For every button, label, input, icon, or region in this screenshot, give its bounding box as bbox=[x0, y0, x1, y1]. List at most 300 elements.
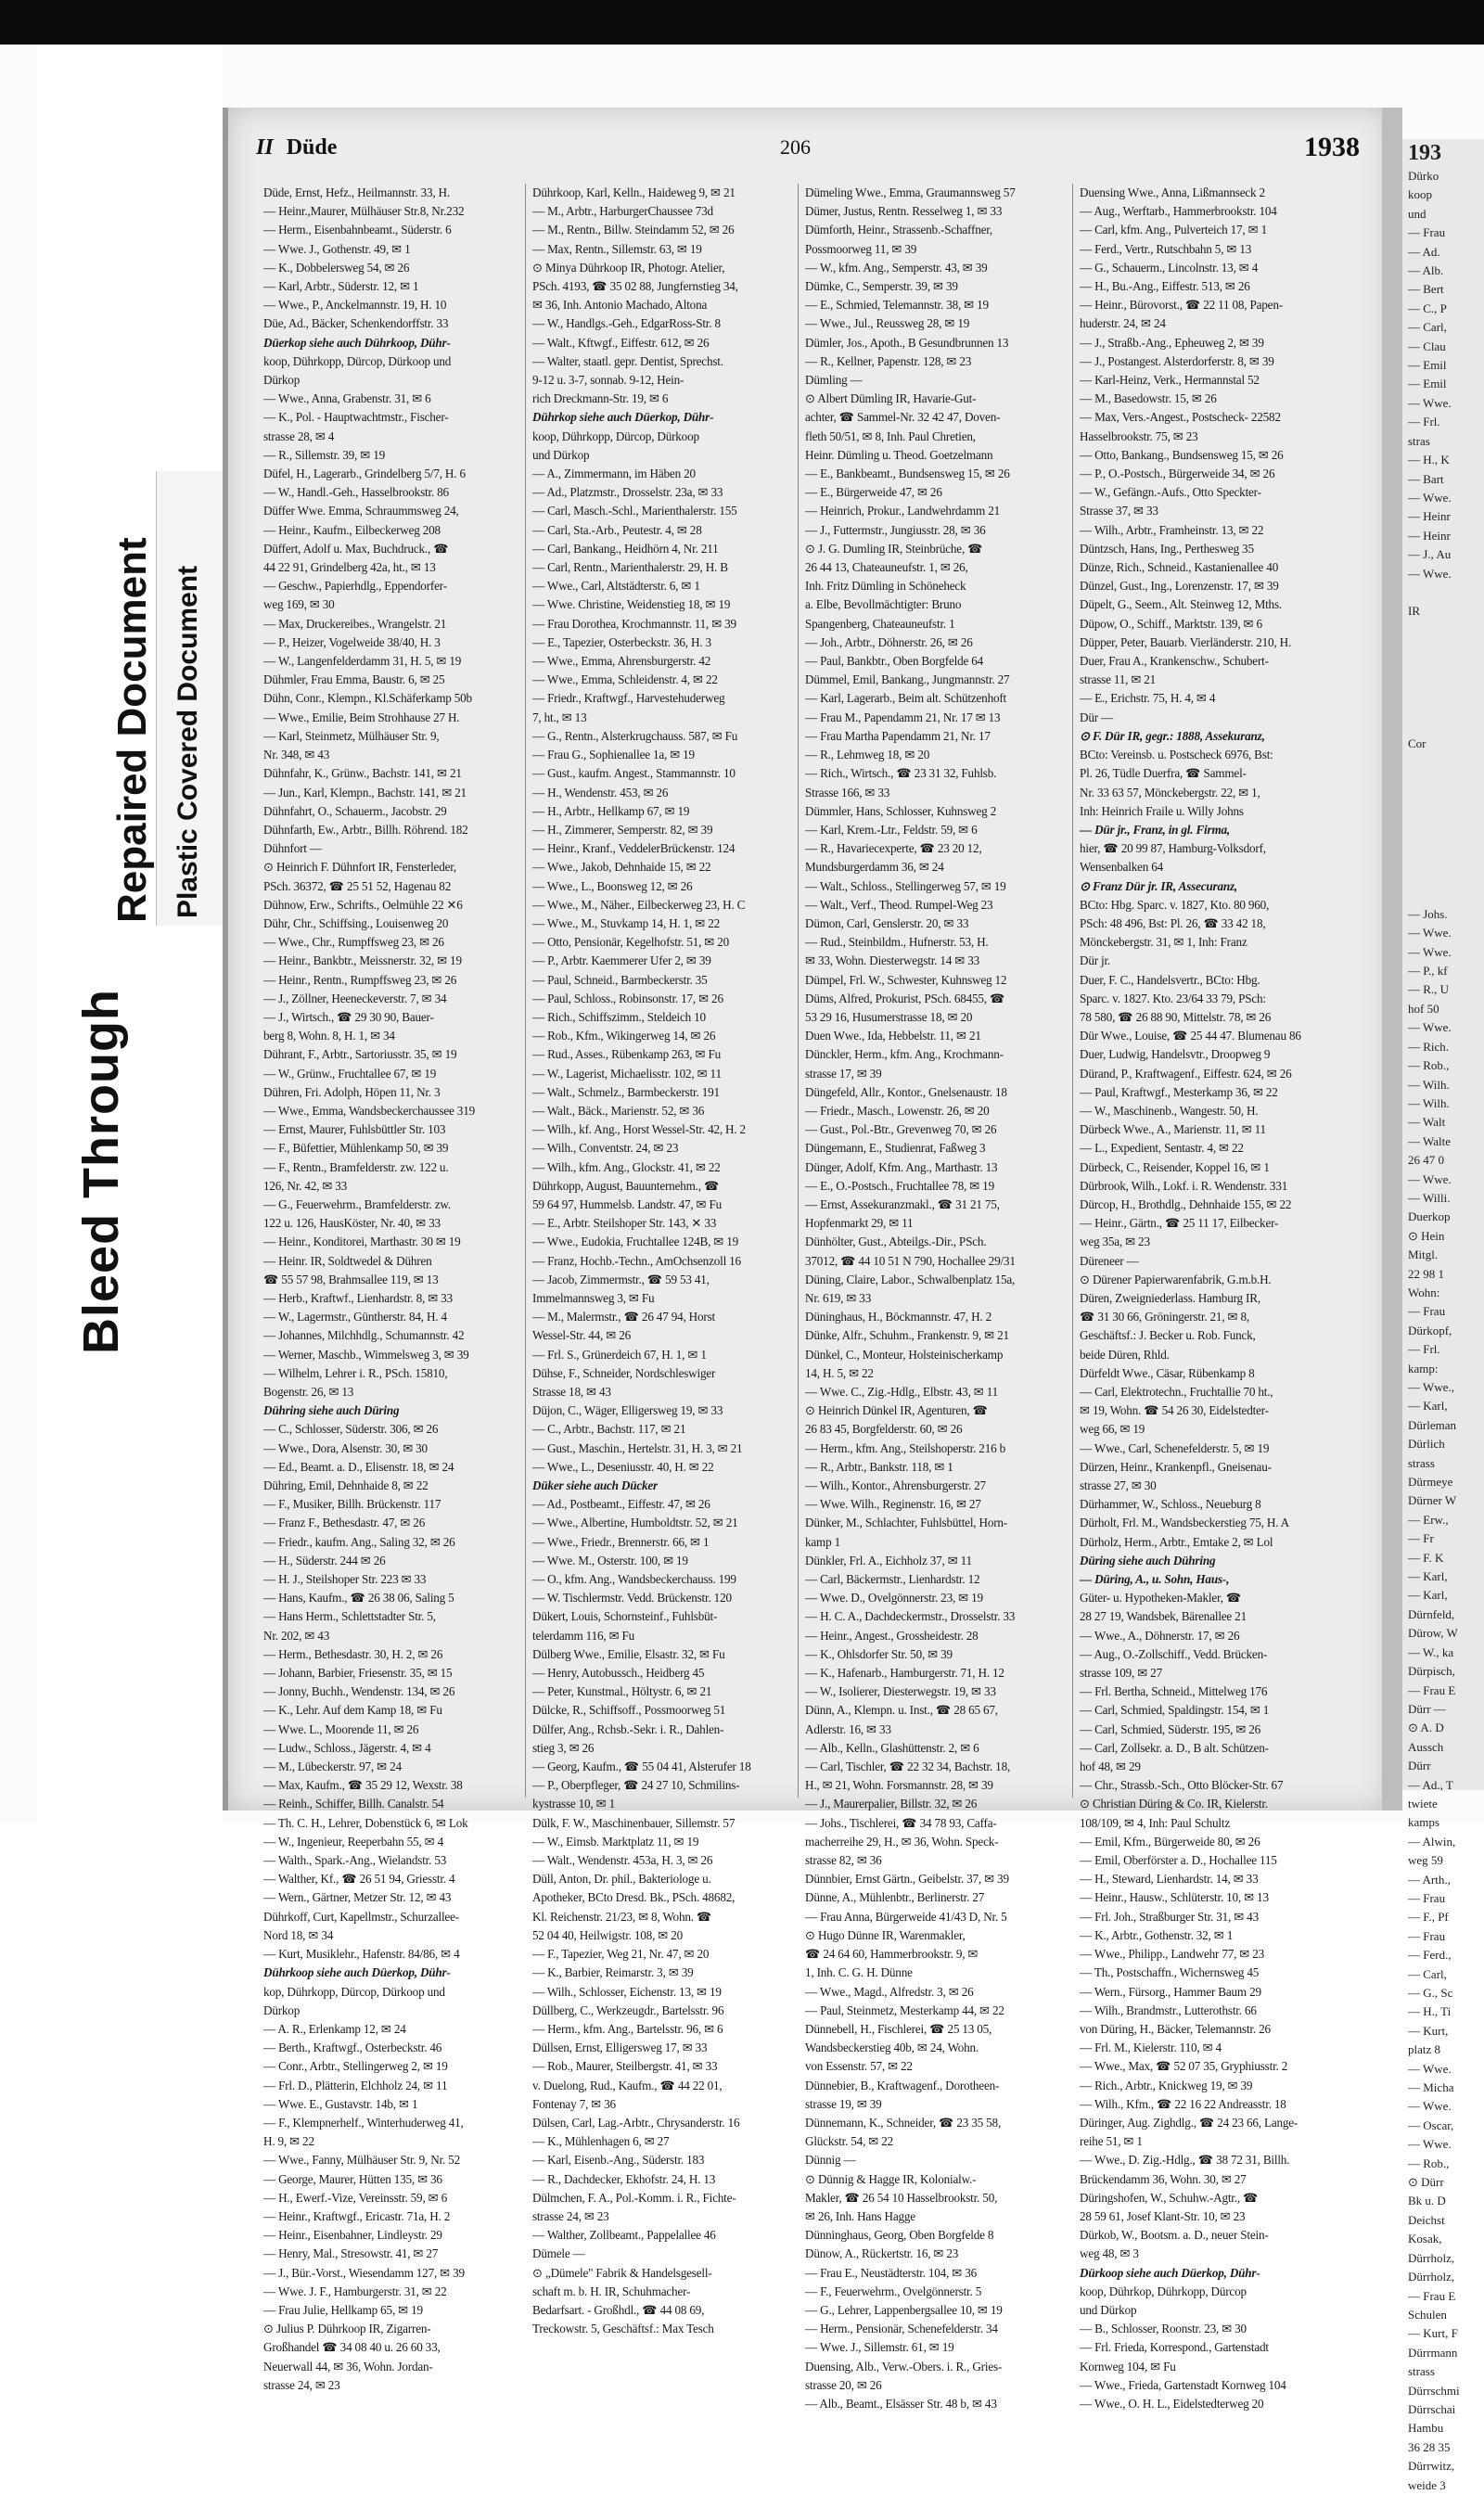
directory-entry: Dühse, F., Schneider, Nordschleswiger bbox=[532, 1365, 716, 1380]
directory-entry: — Rud., Asses., Rübenkamp 263, ✉ Fu bbox=[532, 1047, 721, 1062]
directory-entry: — Carl, Elektrotechn., Fruchtallie 70 ht., bbox=[1080, 1385, 1273, 1399]
directory-entry: Dümpel, Frl. W., Schwester, Kuhnsweg 12 bbox=[805, 972, 1007, 987]
directory-entry: — Wwe., Friedr., Brennerstr. 66, ✉ 1 bbox=[532, 1534, 710, 1549]
directory-entry: — H., Steward, Lienhardstr. 14, ✉ 33 bbox=[1080, 1872, 1259, 1887]
directory-entry: — F., Klempnerhelf., Winterhuderweg 41, bbox=[263, 2115, 464, 2130]
directory-entry: — Max, Rentn., Sillemstr. 63, ✉ 19 bbox=[532, 241, 702, 256]
directory-entry: Düngefeld, Allr., Kontor., Gnelsenaustr. 18 bbox=[805, 1084, 1007, 1099]
next-page-edge bbox=[1402, 139, 1484, 2492]
directory-entry: Nord 18, ✉ 34 bbox=[263, 1927, 334, 1942]
directory-entry: 37012, ☎ 44 10 51 N 790, Hochallee 29/31 bbox=[805, 1253, 1016, 1268]
directory-entry: Wensenbalken 64 bbox=[1080, 860, 1164, 875]
directory-entry: — K., Mühlenhagen 6, ✉ 27 bbox=[532, 2134, 670, 2149]
directory-entry: und Dürkop bbox=[1080, 2302, 1137, 2317]
next-page-fragment: Duerkop bbox=[1408, 1209, 1451, 1224]
directory-entry: Dünker, M., Schlachter, Fuhlsbüttel, Horn- bbox=[805, 1516, 1007, 1530]
directory-entry: — Paul, Steinmetz, Mesterkamp 44, ✉ 22 bbox=[805, 2002, 1004, 2017]
next-page-fragment: — Frau E bbox=[1408, 1683, 1456, 1697]
next-page-fragment: ⊙ Hein bbox=[1408, 1228, 1445, 1243]
directory-entry: — W., Lagerist, Michaelisstr. 102, ✉ 11 bbox=[532, 1066, 722, 1081]
directory-entry: Düffert, Adolf u. Max, Buchdruck., ☎ bbox=[263, 541, 449, 556]
next-page-fragment: — Frl. bbox=[1408, 1342, 1440, 1357]
directory-entry: — Max, Kaufm., ☎ 35 29 12, Wexstr. 38 bbox=[263, 1778, 463, 1793]
directory-entry: — Wwe., Frieda, Gartenstadt Kornweg 104 bbox=[1080, 2377, 1286, 2392]
next-page-fragment: — G., Sc bbox=[1408, 1986, 1453, 2000]
directory-entry: — H., Zimmerer, Semperstr. 82, ✉ 39 bbox=[532, 822, 713, 837]
directory-entry: — Walt., Wendenstr. 453a, H. 3, ✉ 26 bbox=[532, 1853, 713, 1868]
directory-entry: — Wwe., Carl, Schenefelderstr. 5, ✉ 19 bbox=[1080, 1440, 1270, 1455]
directory-entry: Dürhammer, W., Schloss., Neueburg 8 bbox=[1080, 1497, 1261, 1512]
directory-entry: — Carl, Rentn., Marienthalerstr. 29, H. B bbox=[532, 560, 728, 575]
directory-entry: Dührkoff, Curt, Kapellmstr., Schurzallee- bbox=[263, 1909, 459, 1924]
directory-entry: — Wwe., Jakob, Dehnhaide 15, ✉ 22 bbox=[532, 860, 711, 875]
directory-entry: — K., Ohlsdorfer Str. 50, ✉ 39 bbox=[805, 1646, 953, 1661]
directory-entry: — W., Lagermstr., Güntherstr. 84, H. 4 bbox=[263, 1310, 447, 1324]
directory-entry: — Karl, Lagerarb., Beim alt. Schützenhoft bbox=[805, 691, 1007, 706]
header-word: Düde bbox=[286, 135, 338, 160]
directory-entry: — Karl, Eisenb.-Ang., Süderstr. 183 bbox=[532, 2153, 705, 2168]
directory-entry: — Wwe. Wilh., Reginenstr. 16, ✉ 27 bbox=[805, 1497, 981, 1512]
next-page-fragment: Bk u. D bbox=[1408, 2194, 1446, 2208]
directory-entry: — Ludw., Schloss., Jägerstr. 4, ✉ 4 bbox=[263, 1740, 431, 1755]
column-4 bbox=[1080, 184, 1330, 2411]
directory-entry: ✉ 36, Inh. Antonio Machado, Altona bbox=[532, 298, 708, 313]
directory-entry: 1, Inh. C. G. H. Dünne bbox=[805, 1965, 913, 1980]
directory-entry: — M., Malermstr., ☎ 26 47 94, Horst bbox=[532, 1310, 715, 1324]
directory-entry: hier, ☎ 20 99 87, Hamburg-Volksdorf, bbox=[1080, 841, 1266, 856]
directory-entry: Dülfer, Ang., Rchsb.-Sekr. i. R., Dahlen- bbox=[532, 1721, 724, 1736]
next-page-fragment: — Wwe. bbox=[1408, 1171, 1452, 1186]
directory-entry: — Heinr., Kranf., VeddelerBrückenstr. 124 bbox=[532, 841, 736, 856]
directory-entry: — Jonny, Buchh., Wendenstr. 134, ✉ 26 bbox=[263, 1684, 455, 1699]
directory-entry: — Berth., Kraftwgf., Osterbeckstr. 46 bbox=[263, 2041, 442, 2055]
next-page-fragment: — Bert bbox=[1408, 282, 1444, 297]
directory-entry: — Herm., kfm. Ang., Bartelsstr. 96, ✉ 6 bbox=[532, 2021, 723, 2036]
directory-entry: — Wwe. J. F., Hamburgerstr. 31, ✉ 22 bbox=[263, 2284, 447, 2298]
directory-entry: BCto: Vereinsb. u. Postscheck 6976, Bst: bbox=[1080, 748, 1273, 762]
directory-entry: — Karl, Steinmetz, Mülhäuser Str. 9, bbox=[263, 728, 440, 743]
directory-entry: — Peter, Kunstmal., Höltystr. 6, ✉ 21 bbox=[532, 1684, 712, 1699]
directory-entry: — Carl, Tischler, ☎ 22 32 34, Bachstr. 18, bbox=[805, 1759, 1011, 1774]
directory-entry: strasse 19, ✉ 39 bbox=[805, 2096, 882, 2111]
directory-entry: — Wilh., Kfm., ☎ 22 16 22 Andreasstr. 18 bbox=[1080, 2096, 1286, 2111]
column-rule bbox=[798, 184, 799, 1798]
directory-entry: — Wwe., Chr., Rumpffsweg 23, ✉ 26 bbox=[263, 935, 444, 950]
next-page-fragment: — Ferd., bbox=[1408, 1948, 1452, 1963]
directory-entry: — E., Erichstr. 75, H. 4, ✉ 4 bbox=[1080, 691, 1216, 706]
directory-entry: Dünger, Adolf, Kfm. Ang., Marthastr. 13 bbox=[805, 1159, 998, 1174]
directory-entry: ⊙ „Dümele" Fabrik & Handelsgesell- bbox=[532, 2265, 712, 2280]
directory-entry: — O., kfm. Ang., Wandsbeckerchauss. 199 bbox=[532, 1572, 736, 1587]
directory-entry: — Aug., O.-Zollschiff., Vedd. Brücken- bbox=[1080, 1646, 1268, 1661]
directory-entry: stieg 3, ✉ 26 bbox=[532, 1740, 595, 1755]
directory-entry: — Rud., Steinbildm., Hufnerstr. 53, H. bbox=[805, 935, 989, 950]
directory-entry: — Wwe., Anna, Grabenstr. 31, ✉ 6 bbox=[263, 391, 431, 406]
directory-entry: Düjon, C., Wäger, Elligersweg 19, ✉ 33 bbox=[532, 1403, 723, 1418]
directory-entry: — Frau M., Papendamm 21, Nr. 17 ✉ 13 bbox=[805, 710, 1001, 724]
directory-entry: Düren, Zweigniederlass. Hamburg IR, bbox=[1080, 1290, 1260, 1305]
next-page-fragment: — Willi. bbox=[1408, 1190, 1451, 1205]
directory-entry: — W., Handl.-Geh., Hasselbrookstr. 86 bbox=[263, 485, 449, 500]
next-page-fragment: Dürko bbox=[1408, 169, 1439, 183]
directory-entry: Makler, ☎ 26 54 10 Hasselbrookstr. 50, bbox=[805, 2190, 998, 2205]
directory-entry: Düe, Ad., Bäcker, Schenkendorffstr. 33 bbox=[263, 316, 449, 331]
directory-entry: Dümmler, Hans, Schlosser, Kuhnsweg 2 bbox=[805, 803, 997, 818]
next-page-fragment: Dürnfeld, bbox=[1408, 1606, 1455, 1621]
next-page-fragment bbox=[1402, 716, 1484, 735]
directory-entry: Dülmchen, F. A., Pol.-Komm. i. R., Fichte- bbox=[532, 2190, 736, 2205]
next-page-fragment: — Carl, bbox=[1408, 1966, 1447, 1981]
directory-entry: ⊙ Heinrich Dünkel IR, Agenturen, ☎ bbox=[805, 1403, 988, 1418]
directory-entry: strasse 109, ✉ 27 bbox=[1080, 1666, 1162, 1681]
directory-entry: ⊙ Minya Dührkoop IR, Photogr. Atelier, bbox=[532, 260, 725, 275]
directory-entry: BCto: Hbg. Sparc. v. 1827, Kto. 80 960, bbox=[1080, 897, 1270, 912]
directory-entry: Düpow, O., Schiff., Marktstr. 139, ✉ 6 bbox=[1080, 616, 1262, 631]
directory-entry: telerdamm 116, ✉ Fu bbox=[532, 1628, 635, 1643]
directory-entry: Duensing Wwe., Anna, Lißmannseck 2 bbox=[1080, 186, 1265, 199]
directory-entry: ⊙ Christian Düring & Co. IR, Kielerstr. bbox=[1080, 1797, 1268, 1811]
directory-entry: — Herm., kfm. Ang., Steilshoperstr. 216 b bbox=[805, 1440, 1005, 1455]
next-page-fragment: platz 8 bbox=[1408, 2042, 1441, 2057]
directory-entry: von Essenstr. 57, ✉ 22 bbox=[805, 2059, 913, 2074]
directory-entry: H. 9, ✉ 22 bbox=[263, 2134, 314, 2149]
directory-entry: — W., Grünw., Fruchtallee 67, ✉ 19 bbox=[263, 1066, 437, 1081]
directory-entry: — Frl. Joh., Straßburger Str. 31, ✉ 43 bbox=[1080, 1909, 1259, 1924]
directory-entry: — Paul, Schneid., Barmbeckerstr. 35 bbox=[532, 972, 708, 987]
directory-entry: Sparc. v. 1827. Kto. 23/64 33 79, PSch: bbox=[1080, 991, 1266, 1005]
directory-entry: Duensing, Alb., Verw.-Obers. i. R., Gries- bbox=[805, 2359, 1003, 2373]
directory-entry: — Heinr., Bankbtr., Meissnerstr. 32, ✉ 19 bbox=[263, 953, 462, 968]
directory-entry: schaft m. b. H. IR, Schuhmacher- bbox=[532, 2284, 691, 2298]
directory-entry: — Wwe., Eudokia, Fruchtallee 124B, ✉ 19 bbox=[532, 1235, 739, 1249]
directory-entry: strasse 28, ✉ 4 bbox=[263, 429, 335, 443]
directory-entry: Dünkler, Frl. A., Eichholz 37, ✉ 11 bbox=[805, 1553, 972, 1567]
directory-entry: koop, Dührkopp, Dürcop, Dürkoop und bbox=[263, 353, 452, 368]
directory-entry: — Walther, Kf., ☎ 26 51 94, Griesstr. 4 bbox=[263, 1872, 455, 1887]
next-page-fragment: Dürkopf, bbox=[1408, 1323, 1452, 1337]
directory-entry: — Paul, Schloss., Robinsonstr. 17, ✉ 26 bbox=[532, 991, 723, 1005]
next-page-fragment: — Emil bbox=[1408, 358, 1447, 373]
directory-entry: — Kurt, Musiklehr., Hafenstr. 84/86, ✉ 4 bbox=[263, 1947, 460, 1962]
next-page-fragment: — Heinr bbox=[1408, 528, 1451, 543]
next-page-fragment: — Karl, bbox=[1408, 1588, 1448, 1603]
directory-entry: — Carl, kfm. Ang., Pulverteich 17, ✉ 1 bbox=[1080, 223, 1267, 237]
directory-entry: Dührkoop, Karl, Kelln., Haideweg 9, ✉ 21 bbox=[532, 186, 736, 199]
directory-entry: — Walter, staatl. gepr. Dentist, Sprechst. bbox=[532, 353, 723, 368]
directory-entry: Güter- u. Hypotheken-Makler, ☎ bbox=[1080, 1591, 1242, 1606]
next-page-fragment: — Clau bbox=[1408, 339, 1446, 353]
next-page-fragment bbox=[1402, 811, 1484, 829]
directory-entry: Duer, Frau A., Krankenschw., Schubert- bbox=[1080, 654, 1269, 669]
next-page-fragment: Dürrholz, bbox=[1408, 2270, 1455, 2284]
directory-entry: Dümmel, Emil, Bankang., Jungmannstr. 27 bbox=[805, 672, 1010, 687]
directory-entry: Dünnebier, B., Kraftwagenf., Dorotheen- bbox=[805, 2078, 1000, 2092]
next-page-fragment bbox=[1402, 678, 1484, 697]
directory-entry: — Frau Martha Papendamm 21, Nr. 17 bbox=[805, 728, 991, 743]
directory-entry: — Wwe. E., Gustavstr. 14b, ✉ 1 bbox=[263, 2096, 418, 2111]
directory-entry: Dür — bbox=[1080, 710, 1113, 724]
next-page-fragment: — Rob., bbox=[1408, 1058, 1450, 1073]
directory-entry: — Chr., Strassb.-Sch., Otto Blöcker-Str. 67 bbox=[1080, 1778, 1284, 1793]
directory-entry: Dünckler, Herm., kfm. Ang., Krochmann- bbox=[805, 1047, 1004, 1062]
directory-entry: Dümeling Wwe., Emma, Graumannsweg 57 bbox=[805, 186, 1016, 199]
directory-entry: — W., Ingenieur, Reeperbahn 55, ✉ 4 bbox=[263, 1834, 443, 1849]
directory-entry: — Heinr.,Maurer, Mülhäuser Str.8, Nr.232 bbox=[263, 204, 465, 219]
directory-entry: — B., Schlosser, Roonstr. 23, ✉ 30 bbox=[1080, 2322, 1247, 2336]
directory-entry: — Emil, Oberförster a. D., Hochallee 115 bbox=[1080, 1853, 1277, 1868]
directory-entry: — Rich., Wirtsch., ☎ 23 31 32, Fuhlsb. bbox=[805, 766, 997, 781]
directory-entry: 28 59 61, Josef Klant-Str. 10, ✉ 23 bbox=[1080, 2208, 1246, 2223]
directory-entry: Dühren, Fri. Adolph, Höpen 11, Nr. 3 bbox=[263, 1084, 441, 1099]
directory-entry: PSch: 48 496, Bst: Pl. 26, ☎ 33 42 18, bbox=[1080, 915, 1266, 930]
directory-entry: Dünnemann, K., Schneider, ☎ 23 35 58, bbox=[805, 2115, 1002, 2130]
directory-entry: Dühnfarth, Ew., Arbtr., Billh. Röhrend. 182 bbox=[263, 822, 468, 837]
bleed-through-label: Bleed Through bbox=[73, 989, 129, 1354]
directory-entry: Fontenay 7, ✉ 36 bbox=[532, 2096, 616, 2111]
next-page-fragment: kamp: bbox=[1408, 1361, 1439, 1375]
directory-entry: — M., Rentn., Billw. Steindamm 52, ✉ 26 bbox=[532, 223, 735, 237]
directory-entry: PSch. 4193, ☎ 35 02 88, Jungfernstieg 34, bbox=[532, 279, 738, 294]
next-page-fragment: — Micha bbox=[1408, 2080, 1454, 2095]
directory-entry: hof 48, ✉ 29 bbox=[1080, 1759, 1141, 1774]
directory-entry: — Wwe., Philipp., Landwehr 77, ✉ 23 bbox=[1080, 1947, 1265, 1962]
directory-entry: huderstr. 24, ✉ 24 bbox=[1080, 316, 1166, 331]
next-page-fragment: 36 28 35 bbox=[1408, 2439, 1451, 2454]
directory-entry: Dührkoop siehe auch Düerkop, Dühr- bbox=[263, 1965, 451, 1980]
next-page-fragment bbox=[1402, 849, 1484, 867]
directory-entry: Dünninghaus, Georg, Oben Borgfelde 8 bbox=[805, 2228, 994, 2243]
directory-entry: — Frau Anna, Bürgerweide 41/43 D, Nr. 5 bbox=[805, 1909, 1007, 1924]
column-rule bbox=[1072, 184, 1073, 1798]
directory-entry: ⊙ Heinrich F. Dühnfort IR, Fensterleder, bbox=[263, 860, 457, 875]
next-page-fragment: koop bbox=[1408, 187, 1432, 202]
directory-entry: — Otto, Bankang., Bundsensweg 15, ✉ 26 bbox=[1080, 447, 1284, 462]
next-page-fragment: — Rich. bbox=[1408, 1039, 1450, 1054]
directory-entry: — A., Zimmermann, im Häben 20 bbox=[532, 467, 696, 481]
next-page-fragment: — J., Au bbox=[1408, 547, 1452, 562]
directory-entry: — Frl. D., Plätterin, Elchholz 24, ✉ 11 bbox=[263, 2078, 448, 2092]
directory-entry: — Walt., Kftwgf., Eiffestr. 612, ✉ 26 bbox=[532, 335, 710, 350]
directory-entry: 44 22 91, Grindelberg 42a, ht., ✉ 13 bbox=[263, 560, 436, 575]
directory-entry: Treckowstr. 5, Geschäftsf.: Max Tesch bbox=[532, 2322, 714, 2336]
next-page-fragment: — Bart bbox=[1408, 471, 1444, 486]
directory-page bbox=[223, 108, 1388, 2411]
next-page-fragment bbox=[1402, 886, 1484, 904]
directory-entry: — C., Arbtr., Bachstr. 117, ✉ 21 bbox=[532, 1422, 686, 1437]
repaired-document-label: Repaired Document bbox=[109, 537, 155, 923]
next-page-fragment bbox=[1402, 659, 1484, 678]
directory-entry: — Friedr., Kraftwgf., Harvestehuderweg bbox=[532, 691, 725, 706]
directory-entry: — Dür jr., Franz, in gl. Firma, bbox=[1080, 822, 1230, 837]
next-page-fragment: — Rob., bbox=[1408, 2156, 1450, 2170]
directory-entry: Düms, Alfred, Prokurist, PSch. 68455, ☎ bbox=[805, 991, 1005, 1005]
directory-entry: 26 44 13, Chateauneufstr. 1, ✉ 26, bbox=[805, 560, 968, 575]
next-page-fragment: — Wwe. bbox=[1408, 926, 1452, 940]
directory-entry: Strasse 166, ✉ 33 bbox=[805, 785, 890, 800]
directory-entry: — Paul, Kraftwgf., Mesterkamp 36, ✉ 22 bbox=[1080, 1084, 1278, 1099]
directory-entry: — Carl, Sta.-Arb., Peutestr. 4, ✉ 28 bbox=[532, 522, 702, 537]
directory-entry: — Friedr., Masch., Lowenstr. 26, ✉ 20 bbox=[805, 1103, 990, 1118]
next-page-fragment: 26 47 0 bbox=[1408, 1153, 1444, 1168]
directory-entry: — W., Eimsb. Marktplatz 11, ✉ 19 bbox=[532, 1834, 699, 1849]
directory-entry: 108/109, ✉ 4, Inh: Paul Schultz bbox=[1080, 1815, 1230, 1830]
next-page-fragment: — Emil bbox=[1408, 377, 1447, 391]
next-page-fragment: Schulen bbox=[1408, 2307, 1447, 2322]
directory-entry: strasse 24, ✉ 23 bbox=[532, 2208, 609, 2223]
directory-entry: — Werner, Maschb., Wimmelsweg 3, ✉ 39 bbox=[263, 1347, 469, 1362]
directory-entry: macherreihe 29, H., ✉ 36, Wohn. Speck- bbox=[805, 1834, 999, 1849]
directory-entry: Immelmannsweg 3, ✉ Fu bbox=[532, 1290, 655, 1305]
directory-entry: — Wilh., Kontor., Ahrensburgerstr. 27 bbox=[805, 1478, 986, 1493]
directory-entry: — Walt., Verf., Theod. Rumpel-Weg 23 bbox=[805, 897, 993, 912]
directory-entry: — Heinr., Eisenbahner, Lindleystr. 29 bbox=[263, 2228, 442, 2243]
directory-entry: Dülcke, R., Schiffsoff., Possmoorweg 51 bbox=[532, 1703, 726, 1718]
directory-entry: Spangenberg, Chateauneufstr. 1 bbox=[805, 616, 955, 631]
directory-entry: ⊙ F. Dür IR, gegr.: 1888, Assekuranz, bbox=[1080, 728, 1265, 743]
directory-entry: — Jun., Karl, Klempn., Bachstr. 141, ✉ 21 bbox=[263, 785, 467, 800]
directory-entry: — P., O.-Postsch., Bürgerweide 34, ✉ 26 bbox=[1080, 467, 1275, 481]
left-label-strip bbox=[37, 45, 223, 1823]
next-page-fragment: strass bbox=[1408, 2364, 1435, 2379]
directory-entry: a. Elbe, Bevollmächtigter: Bruno bbox=[805, 597, 962, 612]
directory-entry: — Carl, Zollsekr. a. D., B alt. Schützen- bbox=[1080, 1740, 1269, 1755]
next-page-fragment: — W., ka bbox=[1408, 1644, 1454, 1659]
directory-entry: — H., Bu.-Ang., Eiffestr. 513, ✉ 26 bbox=[1080, 279, 1250, 294]
directory-entry: — W., kfm. Ang., Semperstr. 43, ✉ 39 bbox=[805, 260, 988, 275]
directory-entry: ⊙ Franz Dür jr. IR, Assecuranz, bbox=[1080, 878, 1238, 893]
directory-entry: — Wwe., D. Zig.-Hdlg., ☎ 38 72 31, Billh. bbox=[1080, 2153, 1290, 2168]
next-page-fragment: — Heinr bbox=[1408, 509, 1451, 524]
section-numeral: II bbox=[256, 135, 274, 160]
directory-entry: Dünkel, C., Monteur, Holsteinischerkamp bbox=[805, 1347, 1004, 1362]
directory-entry: — Wwe., P., Anckelmannstr. 19, H. 10 bbox=[263, 298, 447, 313]
directory-entry: Dümele — bbox=[532, 2246, 585, 2261]
directory-entry: PSch. 36372, ☎ 25 51 52, Hagenau 82 bbox=[263, 878, 452, 893]
directory-entry: ⊙ Albert Dümling IR, Havarie-Gut- bbox=[805, 391, 977, 406]
directory-entry: ✉ 33, Wohn. Diesterwegstr. 14 ✉ 33 bbox=[805, 953, 979, 968]
directory-entry: — H., Arbtr., Hellkamp 67, ✉ 19 bbox=[532, 803, 690, 818]
next-page-fragment bbox=[1402, 697, 1484, 715]
next-page-fragment: — Frau E bbox=[1408, 2288, 1456, 2303]
directory-entry: — Heinr., Kaufm., Eilbeckerweg 208 bbox=[263, 522, 441, 537]
directory-entry: — W. Tischlermstr. Vedd. Brückenstr. 120 bbox=[532, 1591, 732, 1606]
directory-entry: — G., Lehrer, Lappenbergsallee 10, ✉ 19 bbox=[805, 2302, 1003, 2317]
next-page-fragment: Dürrschmi bbox=[1408, 2383, 1460, 2398]
directory-entry: Dümling — bbox=[805, 373, 863, 388]
next-page-fragment bbox=[1402, 791, 1484, 810]
directory-entry: ⊙ Julius P. Dührkoop IR, Zigarren- bbox=[263, 2322, 431, 2336]
directory-entry: — P., Oberpfleger, ☎ 24 27 10, Schmilins- bbox=[532, 1778, 740, 1793]
directory-entry: — Wwe., Jul., Reussweg 28, ✉ 19 bbox=[805, 316, 970, 331]
page-gutter-shadow bbox=[1382, 108, 1402, 1810]
directory-entry: Dünow, A., Rückertstr. 16, ✉ 23 bbox=[805, 2246, 959, 2261]
next-page-fragment: — Wwe. bbox=[1408, 1020, 1452, 1035]
directory-entry: — J., Futtermstr., Jungiusstr. 28, ✉ 36 bbox=[805, 522, 986, 537]
directory-entry: Dürbeck, C., Reisender, Koppel 16, ✉ 1 bbox=[1080, 1159, 1270, 1174]
directory-entry: — Heinr., Konditorei, Marthastr. 30 ✉ 19 bbox=[263, 1235, 461, 1249]
directory-entry: Dünn, A., Klempn. u. Inst., ☎ 28 65 67, bbox=[805, 1703, 998, 1718]
directory-entry: — Carl, Bankang., Heidhörn 4, Nr. 211 bbox=[532, 541, 719, 556]
directory-entry: — Johs., Tischlerei, ☎ 34 78 93, Caffa- bbox=[805, 1815, 997, 1830]
next-page-fragment bbox=[1402, 640, 1484, 659]
directory-entry: weg 66, ✉ 19 bbox=[1080, 1422, 1145, 1437]
directory-entry: — G., Rentn., Alsterkrugchauss. 587, ✉ Fu bbox=[532, 728, 738, 743]
directory-entry: — R., Kellner, Papenstr. 128, ✉ 23 bbox=[805, 353, 972, 368]
next-page-fragment: Hambu bbox=[1408, 2421, 1444, 2436]
directory-entry: — K., Hafenarb., Hamburgerstr. 71, H. 12 bbox=[805, 1666, 1004, 1681]
next-page-fragment bbox=[1402, 867, 1484, 886]
column-1 bbox=[263, 184, 514, 2392]
directory-entry: — Carl, Masch.-Schl., Marienthalerstr. 155 bbox=[532, 504, 737, 518]
directory-entry: — R., Arbtr., Bankstr. 118, ✉ 1 bbox=[805, 1459, 953, 1474]
directory-entry: weg 35a, ✉ 23 bbox=[1080, 1235, 1150, 1249]
directory-entry: — E., Bankbeamt., Bundsensweg 15, ✉ 26 bbox=[805, 467, 1010, 481]
directory-entry: — K., Arbtr., Gothenstr. 32, ✉ 1 bbox=[1080, 1927, 1234, 1942]
directory-entry: Dünzel, Gust., Ing., Lorenzenstr. 17, ✉ 39 bbox=[1080, 579, 1279, 594]
directory-entry: Kornweg 104, ✉ Fu bbox=[1080, 2359, 1176, 2373]
directory-entry: — Wwe., Magd., Alfredstr. 3, ✉ 26 bbox=[805, 1984, 974, 1999]
directory-entry: Kl. Reichenstr. 21/23, ✉ 8, Wohn. ☎ bbox=[532, 1909, 712, 1924]
directory-entry: kop, Dührkopp, Dürcop, Dürkoop und bbox=[263, 1984, 445, 1999]
directory-entry: Düntzsch, Hans, Ing., Perthesweg 35 bbox=[1080, 541, 1254, 556]
column-3 bbox=[805, 184, 1055, 2411]
next-page-fragment: — F., Pf bbox=[1408, 1910, 1449, 1925]
directory-entry: — Max, Vers.-Angest., Postscheck- 22582 bbox=[1080, 410, 1281, 425]
directory-entry: Dürzen, Heinr., Krankenpfl., Gneisenau- bbox=[1080, 1459, 1272, 1474]
directory-entry: Dürand, P., Kraftwagenf., Eiffestr. 624, ✉ 26 bbox=[1080, 1066, 1292, 1081]
next-page-fragment: — Karl, bbox=[1408, 1569, 1448, 1584]
directory-entry: — Wwe. C., Zig.-Hdlg., Elbstr. 43, ✉ 11 bbox=[805, 1385, 999, 1399]
next-page-fragment bbox=[1402, 754, 1484, 773]
directory-entry: 126, Nr. 42, ✉ 33 bbox=[263, 1178, 348, 1193]
directory-entry: Duer, F. C., Handelsvertr., BCto: Hbg. bbox=[1080, 972, 1260, 987]
directory-entry: Dürkop bbox=[263, 2002, 301, 2017]
directory-entry: — Wwe., L., Boonsweg 12, ✉ 26 bbox=[532, 878, 693, 893]
directory-entry: Dürkob, W., Bootsm. a. D., neuer Stein- bbox=[1080, 2228, 1269, 2243]
page-header bbox=[256, 132, 1360, 173]
header-year: 1938 bbox=[1304, 132, 1360, 162]
directory-entry: — Wwe., Emilie, Beim Strohhause 27 H. bbox=[263, 710, 460, 724]
next-page-fragment: Kosak, bbox=[1408, 2232, 1442, 2246]
next-page-fragment: Dürpisch, bbox=[1408, 1664, 1455, 1679]
directory-entry: Düerkop siehe auch Dührkoop, Dühr- bbox=[263, 335, 451, 350]
directory-entry: — E., Bürgerweide 47, ✉ 26 bbox=[805, 485, 942, 500]
directory-entry: Düringshofen, W., Schuhw.-Agtr., ☎ bbox=[1080, 2190, 1259, 2205]
next-page-fragment: Dürner W bbox=[1408, 1493, 1457, 1508]
directory-entry: Dür Wwe., Louise, ☎ 25 44 47. Blumenau 86 bbox=[1080, 1029, 1301, 1043]
directory-entry: — R., Sillemstr. 39, ✉ 19 bbox=[263, 447, 385, 462]
page-number: 206 bbox=[780, 135, 811, 159]
directory-entry: — Hans, Kaufm., ☎ 26 38 06, Saling 5 bbox=[263, 1591, 454, 1606]
directory-entry: — G., Schauerm., Lincolnstr. 13, ✉ 4 bbox=[1080, 260, 1259, 275]
directory-entry: — Wwe. J., Sillemstr. 61, ✉ 19 bbox=[805, 2340, 954, 2355]
directory-entry: Bedarfsart. - Großhdl., ☎ 44 08 69, bbox=[532, 2302, 705, 2317]
next-page-fragment: IR bbox=[1408, 604, 1420, 619]
directory-entry: Dürcop, H., Brothdlg., Dehnhaide 155, ✉ 22 bbox=[1080, 1196, 1292, 1211]
next-page-fragment: stras bbox=[1408, 433, 1430, 448]
directory-entry: — Heinr., Angest., Grossheidestr. 28 bbox=[805, 1628, 979, 1643]
directory-entry: Dünne, A., Mühlenbtr., Berlinerstr. 27 bbox=[805, 1890, 985, 1905]
directory-entry: — Friedr., kaufm. Ang., Saling 32, ✉ 26 bbox=[263, 1534, 455, 1549]
next-page-fragment: Wohn: bbox=[1408, 1285, 1440, 1299]
directory-entry: Düll, Anton, Dr. phil., Bakteriologe u. bbox=[532, 1872, 711, 1887]
next-page-fragment: — Wwe. bbox=[1408, 395, 1452, 410]
directory-entry: — Paul, Bankbtr., Oben Borgfelde 64 bbox=[805, 654, 984, 669]
scan-top-band bbox=[0, 0, 1484, 45]
directory-entry: 53 29 16, Husumerstrasse 18, ✉ 20 bbox=[805, 1009, 973, 1024]
directory-entry: Hasselbrookstr. 75, ✉ 23 bbox=[1080, 429, 1198, 443]
next-page-fragment: ⊙ A. D bbox=[1408, 1721, 1444, 1735]
